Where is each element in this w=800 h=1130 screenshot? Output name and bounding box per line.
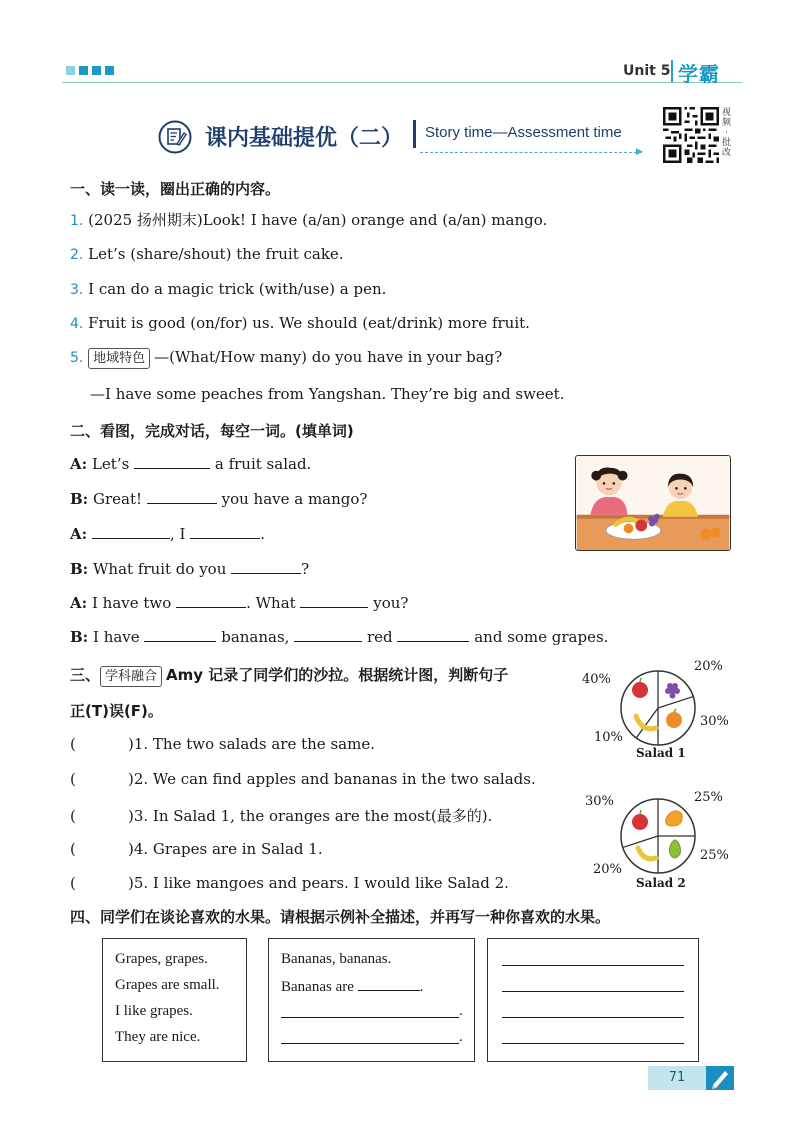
bananas-line-2: Bananas are . (281, 979, 424, 995)
section2-heading: 二、看图，完成对话，每空一词。(填单词) (70, 422, 354, 440)
example-box (102, 938, 247, 1062)
unit-label: Unit 5 (623, 63, 671, 79)
dialogue-line-6: B: I have bananas, red and some grapes. (70, 628, 609, 646)
title-divider (413, 120, 416, 148)
section-subtitle: Story time—Assessment time (425, 124, 622, 141)
salad1-pie-chart (618, 668, 698, 748)
tf-item-5: ( )5. I like mangoes and pears. I would like Salad 2. (70, 874, 509, 892)
answer-blank[interactable] (92, 525, 170, 539)
example-line: They are nice. (115, 1029, 201, 1045)
arrow-right-icon: ▶ (636, 147, 643, 157)
writing-line[interactable] (502, 965, 684, 966)
answer-blank[interactable] (231, 560, 301, 574)
dialogue-line-5: A: I have two . What you? (70, 594, 409, 612)
example-line: I like grapes. (115, 1003, 193, 1019)
question-2: 2. Let’s (share/shout) the fruit cake. (70, 245, 344, 263)
answer-blank[interactable] (294, 628, 362, 642)
question-1: 1. (2025 扬州期末)Look! I have (a/an) orange and (a/an) mango. (70, 211, 548, 229)
salad2-apple-pct: 30% (585, 794, 614, 809)
salad1-orange-pct: 30% (700, 714, 729, 729)
notebook-pen-icon (158, 120, 192, 154)
salad1-label: Salad 1 (636, 746, 686, 760)
subject-tag: 学科融合 (100, 666, 162, 687)
free-write-box (487, 938, 699, 1062)
qr-caption: 视频·批改 (721, 108, 731, 158)
answer-blank[interactable] (147, 490, 217, 504)
writing-line[interactable] (502, 1017, 684, 1018)
writing-line[interactable] (281, 1043, 459, 1044)
period-mark: . (459, 1029, 463, 1045)
writing-line[interactable] (281, 1017, 459, 1018)
header-rule (62, 82, 742, 83)
answer-blank[interactable] (134, 455, 210, 469)
salad2-label: Salad 2 (636, 876, 686, 890)
tf-item-1: ( )1. The two salads are the same. (70, 735, 375, 753)
header-decoration (66, 66, 114, 75)
question-5: 5. 地域特色 —(What/How many) do you have in your bag? (70, 348, 502, 369)
salad2-pear-pct: 25% (700, 848, 729, 863)
example-line: Grapes, grapes. (115, 951, 208, 967)
brand-logo: 学霸 (678, 62, 720, 86)
answer-blank[interactable] (358, 977, 420, 991)
tf-item-3: ( )3. In Salad 1, the oranges are the most(最多的). (70, 807, 493, 825)
answer-blank[interactable] (397, 628, 469, 642)
girls-with-fruit-illustration (575, 455, 731, 551)
section3-heading-line2: 正(T)误(F)。 (70, 702, 163, 720)
bananas-box (268, 938, 475, 1062)
title-underline (420, 152, 642, 153)
salad1-banana-pct: 10% (594, 730, 623, 745)
tf-item-2: ( )2. We can find apples and bananas in the two salads. (70, 770, 536, 788)
answer-blank[interactable] (144, 628, 216, 642)
section1-heading: 一、读一读，圈出正确的内容。 (70, 180, 281, 198)
salad1-grape-pct: 20% (694, 659, 723, 674)
writing-line[interactable] (502, 1043, 684, 1044)
dialogue-line-2: B: Great! you have a mango? (70, 490, 368, 508)
section-title: 课内基础提优（二） (205, 126, 404, 151)
question-3: 3. I can do a magic trick (with/use) a pen. (70, 280, 387, 298)
period-mark: . (459, 1003, 463, 1019)
tf-item-4: ( )4. Grapes are in Salad 1. (70, 840, 323, 858)
dialogue-line-3: A: , I . (70, 525, 265, 543)
writing-line[interactable] (502, 991, 684, 992)
question-4: 4. Fruit is good (on/for) us. We should (eat/drink) more fruit. (70, 314, 530, 332)
dialogue-line-4: B: What fruit do you ? (70, 560, 310, 578)
bananas-line-1: Bananas, bananas. (281, 951, 392, 967)
salad1-apple-pct: 40% (582, 672, 611, 687)
region-tag: 地域特色 (88, 348, 150, 369)
section3-heading: 三、 学科融合 Amy 记录了同学们的沙拉。根据统计图，判断句子 (70, 664, 508, 687)
section4-heading: 四、同学们在谈论喜欢的水果。请根据示例补全描述，并再写一种你喜欢的水果。 (70, 908, 611, 926)
salad2-mango-pct: 25% (694, 790, 723, 805)
answer-blank[interactable] (176, 594, 246, 608)
answer-blank[interactable] (190, 525, 260, 539)
answer-blank[interactable] (300, 594, 368, 608)
salad2-pie-chart (618, 796, 698, 876)
pencil-icon (706, 1064, 734, 1092)
dialogue-line-1: A: Let’s a fruit salad. (70, 455, 312, 473)
page-number: 71 (648, 1066, 706, 1090)
header-divider (671, 60, 673, 82)
question-5-answer: —I have some peaches from Yangshan. They’re big and sweet. (90, 385, 565, 403)
salad2-banana-pct: 20% (593, 862, 622, 877)
qr-code[interactable] (663, 107, 719, 163)
example-line: Grapes are small. (115, 977, 220, 993)
